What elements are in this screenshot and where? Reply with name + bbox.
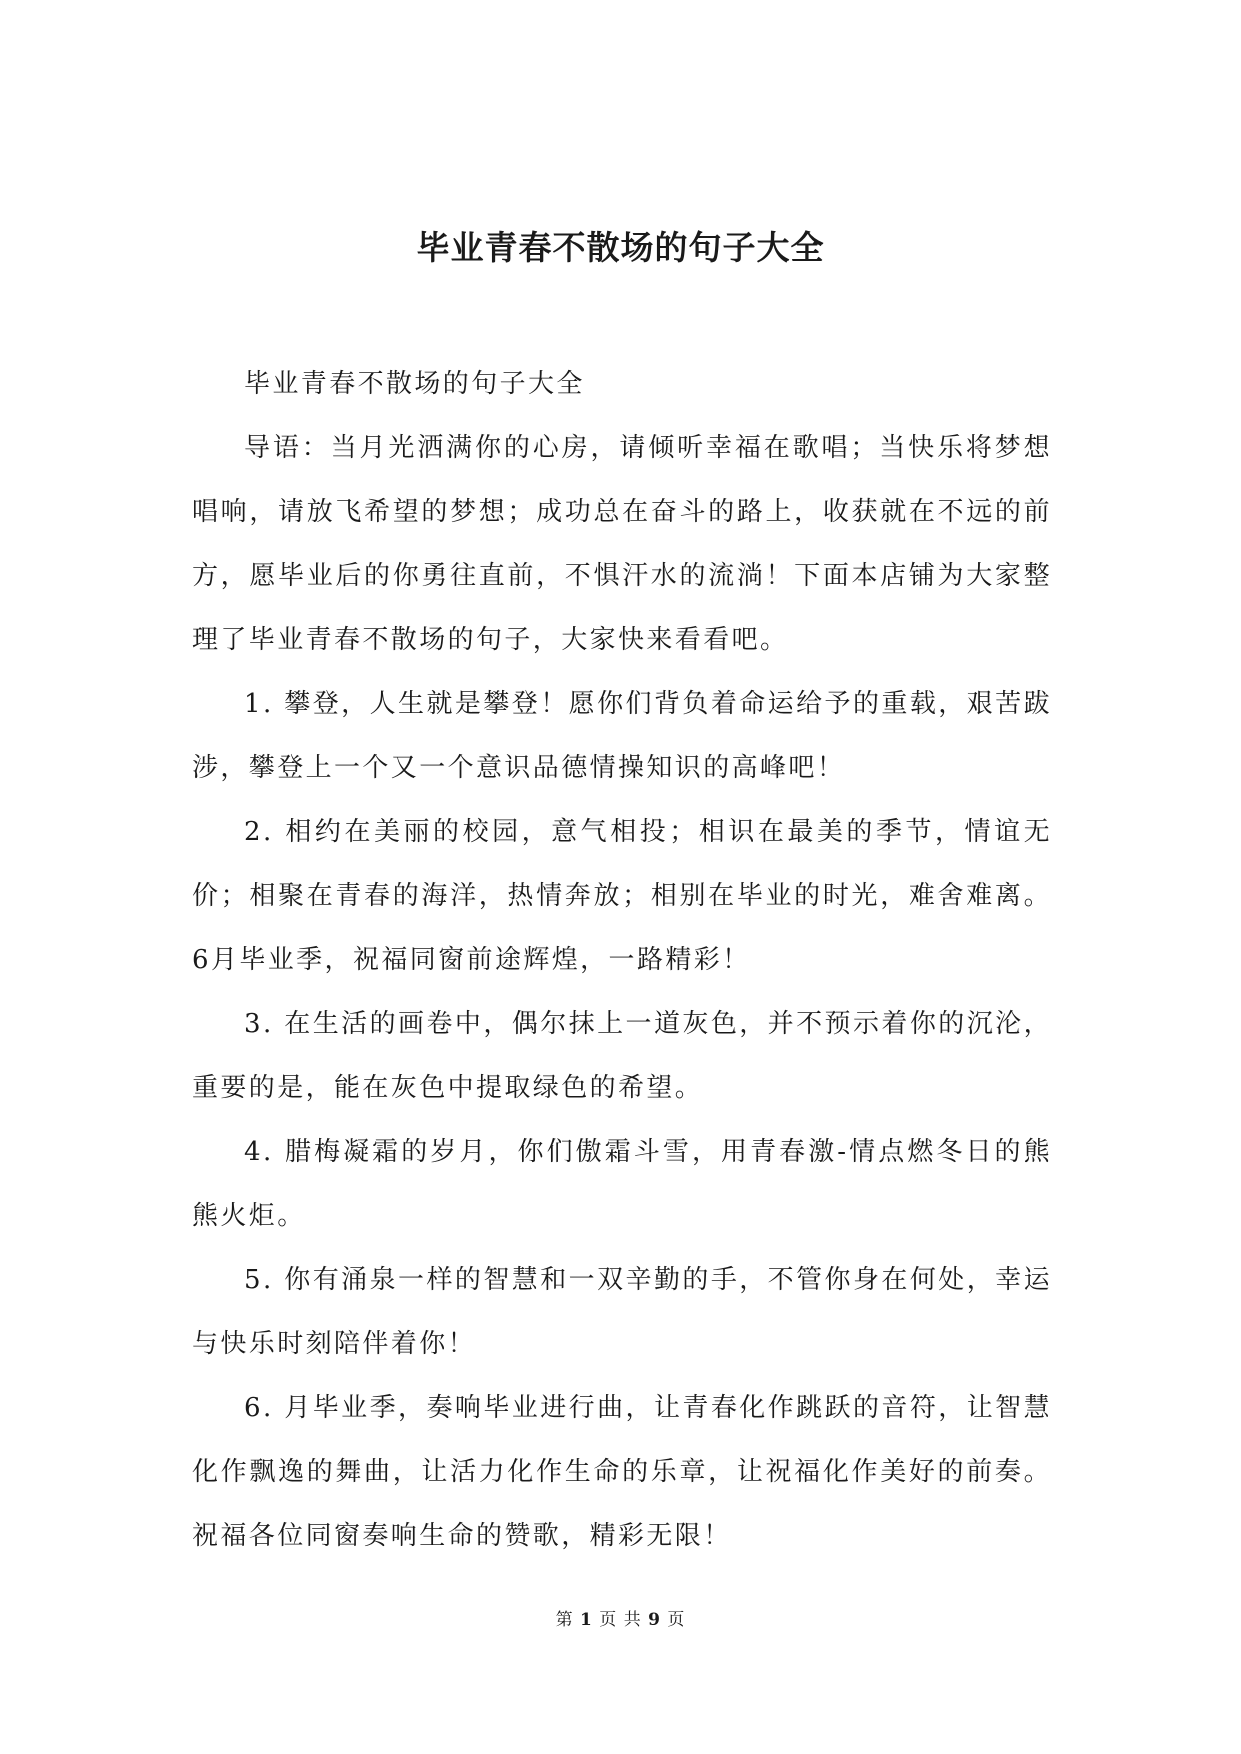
paragraph-item-4: 4. 腊梅凝霜的岁月，你们傲霜斗雪，用青春激-情点燃冬日的熊熊火炬。 bbox=[192, 1137, 1052, 1231]
footer-prefix: 第 bbox=[555, 1610, 574, 1630]
document-title: 毕业青春不散场的句子大全 bbox=[416, 228, 825, 267]
paragraph-item-6: 6. 月毕业季，奏响毕业进行曲，让青春化作跳跃的音符，让智慧化作飘逸的舞曲，让活力化作生命的乐章，让祝福化作美好的前奏。祝福各位同窗奏响生命的赞歌，精彩无限！ bbox=[192, 1393, 1052, 1551]
footer-suffix: 页 bbox=[667, 1610, 686, 1630]
footer-total-pages: 9 bbox=[648, 1610, 661, 1630]
paragraph-item-1: 1. 攀登，人生就是攀登！愿你们背负着命运给予的重载，艰苦跋涉，攀登上一个又一个意识品德情操知识的高峰吧！ bbox=[192, 689, 1052, 783]
paragraph-item-3: 3. 在生活的画卷中，偶尔抹上一道灰色，并不预示着你的沉沦，重要的是，能在灰色中提取绿色的希望。 bbox=[192, 1009, 1052, 1103]
footer-middle: 页 共 bbox=[599, 1610, 642, 1630]
page-footer bbox=[0, 1608, 1241, 1632]
footer-current-page: 1 bbox=[580, 1610, 593, 1630]
paragraph-item-2: 2. 相约在美丽的校园，意气相投；相识在最美的季节，情谊无价；相聚在青春的海洋，热情奔放；相别在毕业的时光，难舍难离。6月毕业季，祝福同窗前途辉煌，一路精彩！ bbox=[192, 817, 1052, 975]
document-body bbox=[192, 352, 1052, 1568]
paragraph-intro: 导语：当月光洒满你的心房，请倾听幸福在歌唱；当快乐将梦想唱响，请放飞希望的梦想；成功总在奋斗的路上，收获就在不远的前方，愿毕业后的你勇往直前，不惧汗水的流淌！下面本店铺为大家整理了毕业青春不散场的句子，大家快来看看吧。 bbox=[192, 433, 1052, 655]
paragraph-subtitle: 毕业青春不散场的句子大全 bbox=[244, 369, 585, 399]
paragraph-item-5: 5. 你有涌泉一样的智慧和一双辛勤的手，不管你身在何处，幸运与快乐时刻陪伴着你！ bbox=[192, 1265, 1052, 1359]
